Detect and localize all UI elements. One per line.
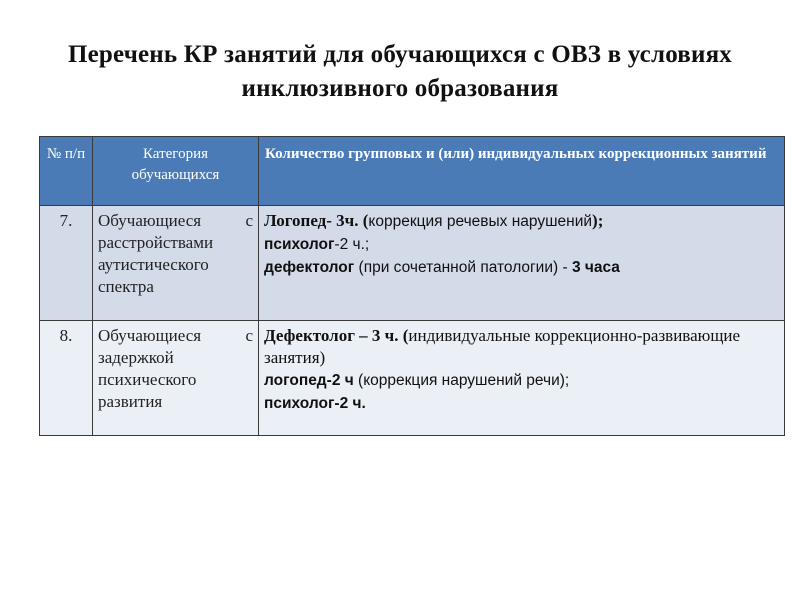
header-category: Категория обучающихся [93,137,259,206]
session-detail: (при сочетанной патологии) - [354,259,572,276]
specialist-name: психолог [264,395,335,412]
session-detail: -2 ч. [334,395,366,412]
specialist-name: логопед-2 ч [264,372,354,389]
row-category: Обучающиеся с расстройствами аутистического спектра [93,206,259,321]
row-category: Обучающиеся с задержкой психического развития [93,321,259,436]
session-detail: коррекция речевых нарушений [368,213,593,230]
table-row [40,206,785,321]
specialist-name: Логопед- 3ч. ( [264,211,369,230]
row-sessions [259,206,785,321]
sessions-line [264,392,779,415]
table-row [40,321,785,436]
correction-sessions-table [39,136,785,436]
session-detail: ); [592,211,604,230]
specialist-name: психолог [264,236,335,253]
sessions-line [264,325,779,369]
table-header-row [40,137,785,206]
session-detail: -2 ч.; [334,236,370,253]
header-sessions: Количество групповых и (или) индивидуальных коррекционных занятий [259,137,785,206]
sessions-line [264,256,779,279]
specialist-name: дефектолог [264,259,355,276]
row-number: 8. [40,321,93,436]
sessions-line [264,369,779,392]
sessions-line [264,233,779,256]
sessions-line [264,210,779,233]
specialist-name: Дефектолог – 3 ч. ( [264,326,409,345]
header-number: № п/п [40,137,93,206]
row-number: 7. [40,206,93,321]
page-title: Перечень КР занятий для обучающихся с ОВЗ в условиях инклюзивного образования [67,41,733,102]
session-detail: (коррекция нарушений речи); [353,372,570,389]
row-sessions [259,321,785,436]
session-detail: индивидуальные коррекционно-развивающие занятия) [264,326,741,367]
session-detail: 3 часа [571,259,620,276]
